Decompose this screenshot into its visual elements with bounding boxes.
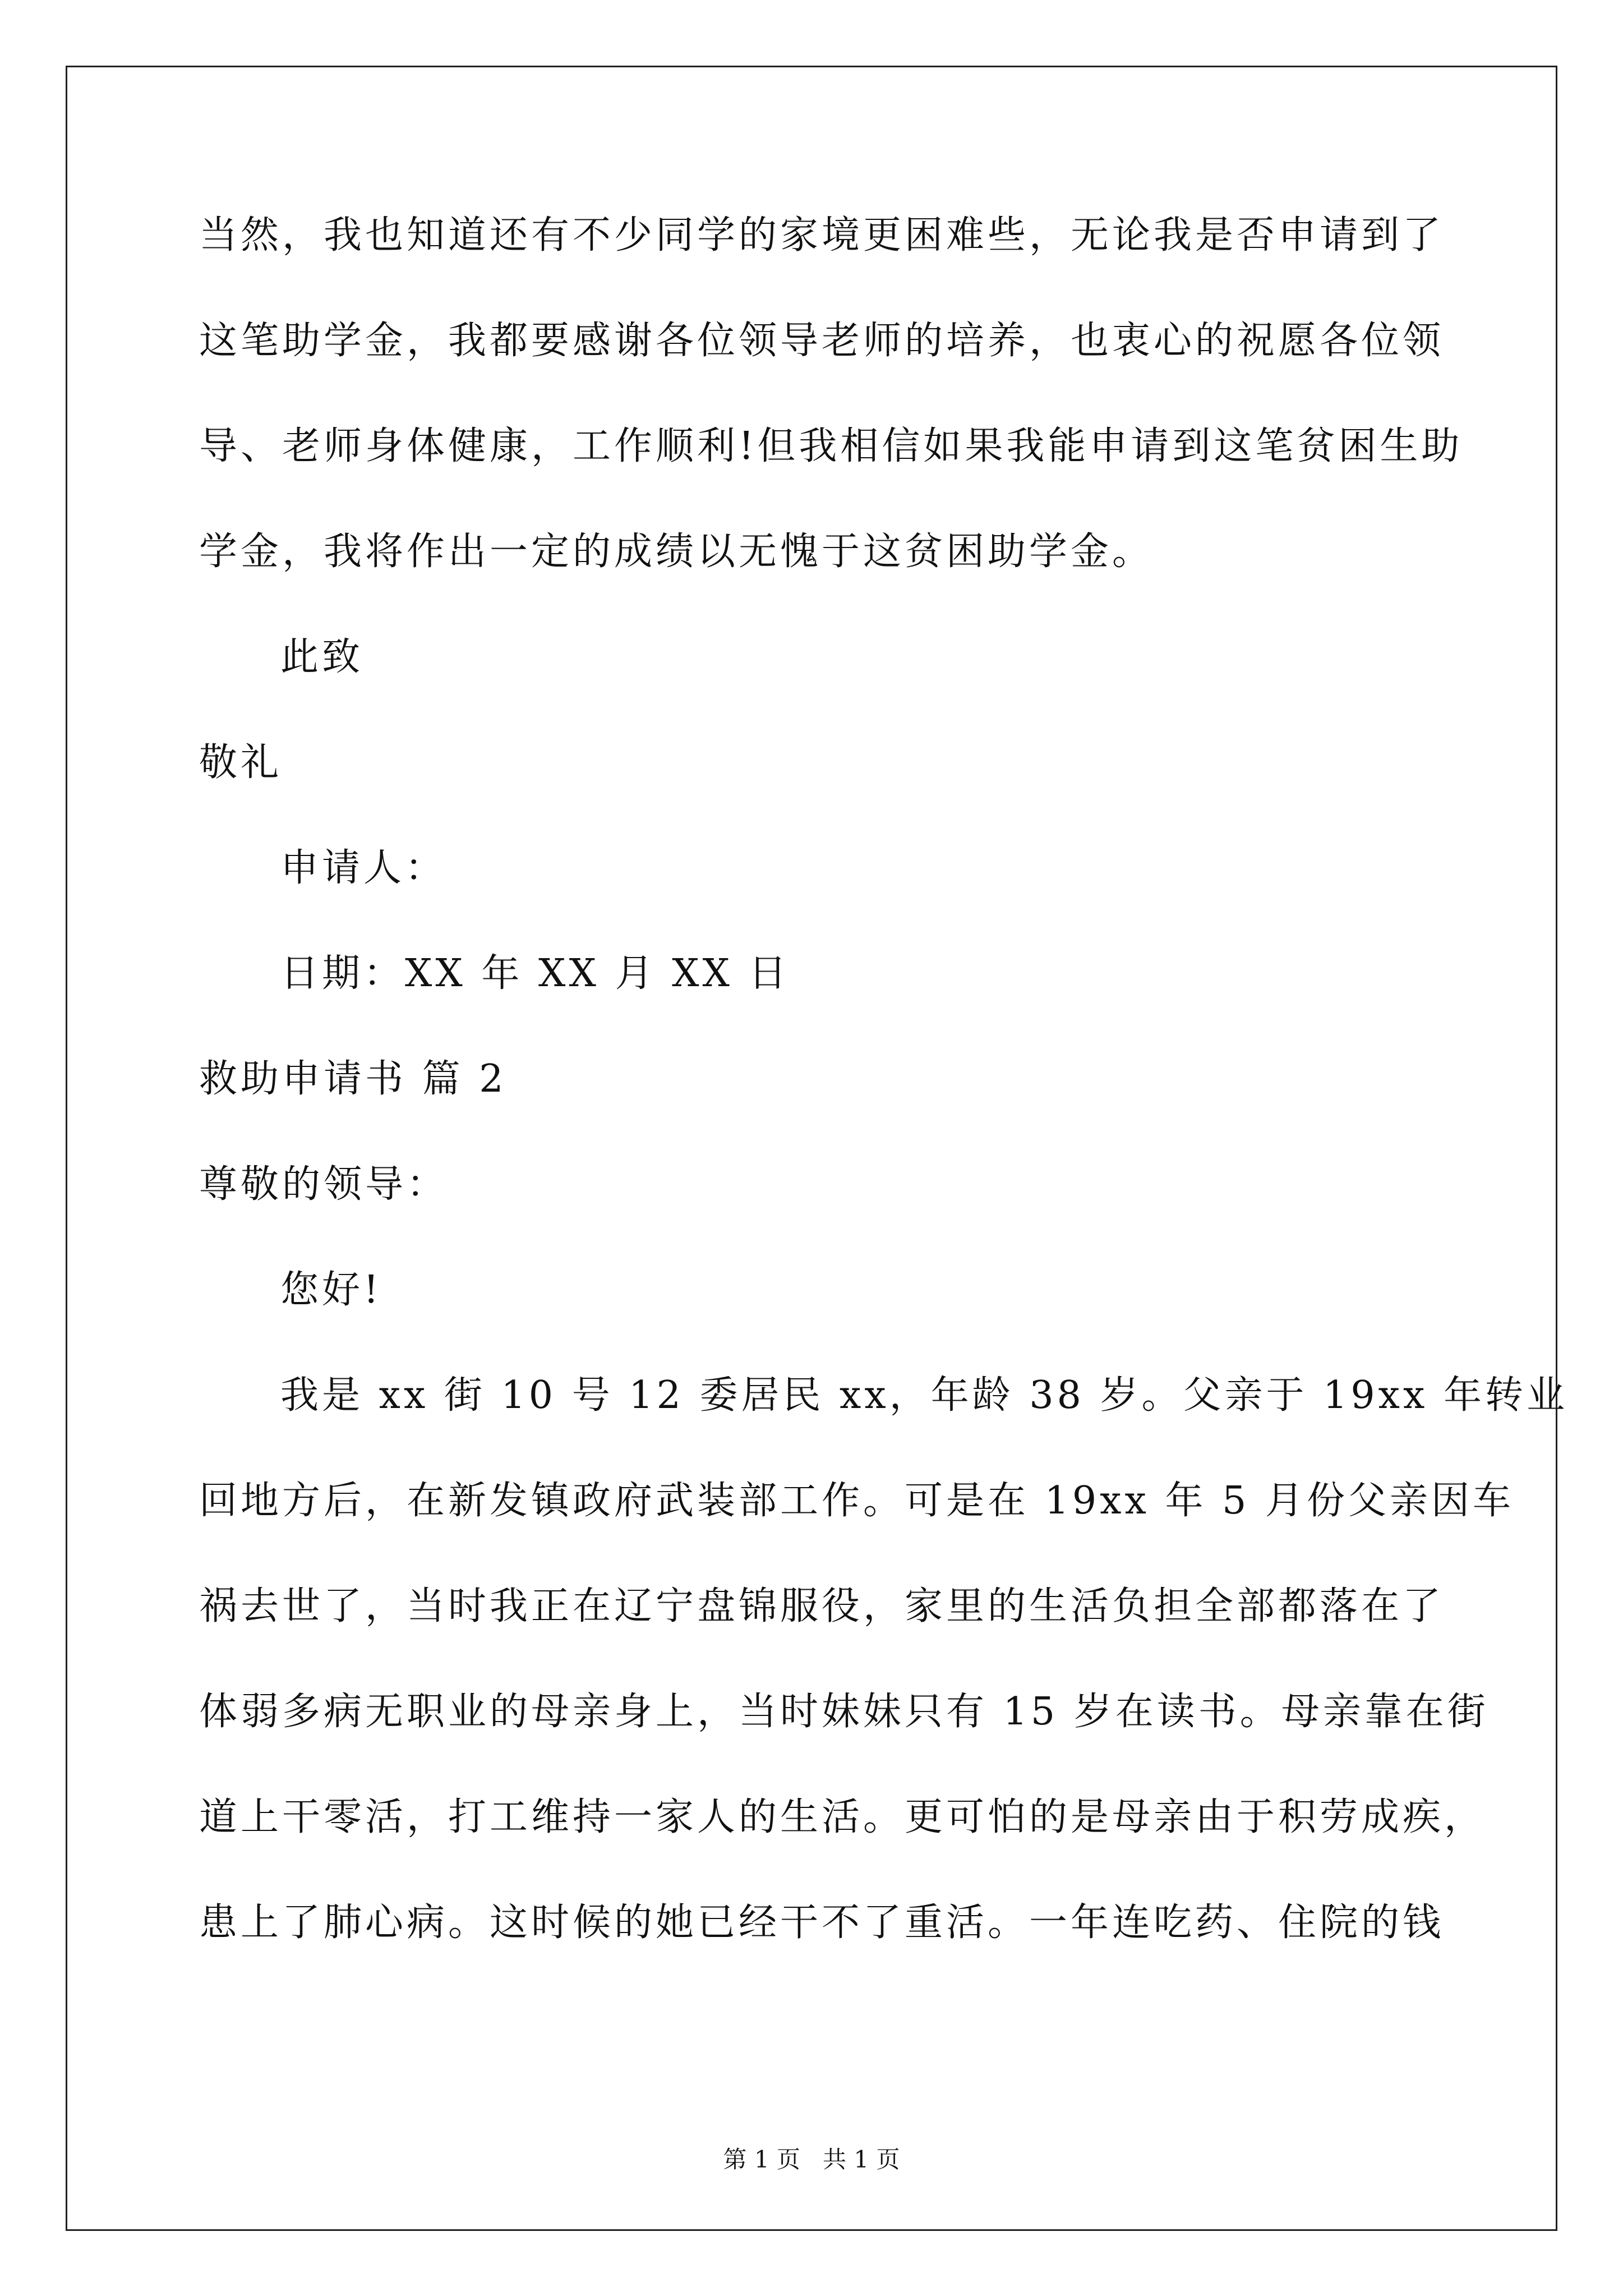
text-line: 当然，我也知道还有不少同学的家境更困难些，无论我是否申请到了 [199,213,1445,257]
hello-line: 您好! [280,1268,382,1312]
closing-phrase: 此致 [280,635,364,679]
text-line: 患上了肺心病。这时候的她已经干不了重活。一年连吃药、住院的钱 [199,1901,1445,1945]
text-line: 导、老师身体健康，工作顺利!但我相信如果我能申请到这笔贫困生助 [199,424,1463,468]
page-footer: 第 1 页 共 1 页 [723,2146,900,2173]
text-line: 体弱多病无职业的母亲身上，当时妹妹只有 15 岁在读书。母亲靠在街 [199,1690,1489,1734]
salutation-regards: 敬礼 [199,740,283,785]
text-line: 回地方后，在新发镇政府武装部工作。可是在 19xx 年 5 月份父亲因车 [199,1479,1514,1523]
applicant-label: 申请人： [280,846,447,890]
date-line: 日期：XX 年 XX 月 XX 日 [280,951,790,996]
text-line: 这笔助学金，我都要感谢各位领导老师的培养，也衷心的祝愿各位领 [199,319,1445,363]
text-line: 学金，我将作出一定的成绩以无愧于这贫困助学金。 [199,530,1154,574]
letter-greeting: 尊敬的领导： [199,1162,449,1207]
section-title: 救助申请书 篇 2 [199,1057,507,1101]
text-line: 道上干零活，打工维持一家人的生活。更可怕的是母亲由于积劳成疾， [199,1795,1486,1839]
text-line: 我是 xx 街 10 号 12 委居民 xx，年龄 38 岁。父亲于 19xx 年转业 [280,1373,1568,1418]
text-line: 祸去世了，当时我正在辽宁盘锦服役，家里的生活负担全部都落在了 [199,1584,1445,1628]
